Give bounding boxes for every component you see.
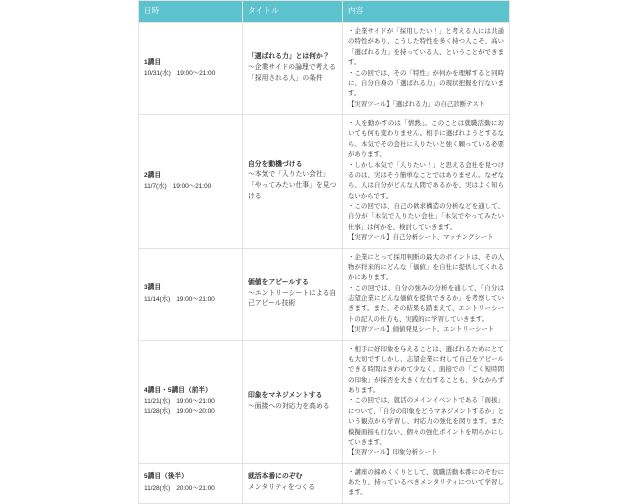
cell-content (343, 248, 510, 340)
session-title-main: 価値をアピールする (248, 278, 309, 286)
session-title-main: 印象をマネジメントする (248, 391, 323, 399)
column-header-date: 日時 (139, 1, 243, 23)
cell-title (243, 248, 343, 340)
session-datetime (144, 69, 237, 79)
session-time: 19:00〜20:00 (176, 408, 215, 416)
table-row (139, 248, 510, 340)
table-header-row (139, 1, 510, 23)
session-label: 2講目 (144, 171, 162, 179)
content-paragraph: ・講座の締めくくりとして、就職活動本番にのぞむにあたり、持っているべきメンタリティについて学習します。 (348, 468, 504, 497)
cell-date (139, 23, 243, 115)
schedule-table-container (138, 0, 509, 504)
content-paragraph: ・この回では、その「特性」が何かを理解すると同時に、自分自身の「選ばれる力」の現状把握を行ないます。 (348, 69, 504, 98)
session-title-sub: メンタリティをつくる (248, 484, 316, 492)
content-paragraph: ・相手に好印象を与えることは、選ばれるためにとても大切ですしかし、志望企業に対して自己をアピールできる時間はきわめて少なく、面接での「ごく短時間の印象」が採否を大きく左右することも、少なからずあります。 (348, 345, 504, 394)
content-tool-note: 【実習ツール】印象分析シート (348, 449, 438, 457)
session-label: 3講目 (144, 284, 162, 292)
session-date: 10/31(水) (144, 70, 171, 77)
session-datetime (144, 484, 237, 494)
session-title-sub: 〜エントリーシートによる自己アピール技術 (248, 289, 337, 308)
content-tool-note: 【実習ツール】価値発見シート、エントリーシート (348, 326, 495, 334)
cell-date (139, 463, 243, 503)
cell-title (243, 340, 343, 463)
session-date: 11/21(水) (144, 397, 171, 405)
content-paragraph: ・企業にとって採用判断の最大のポイントは、その人物が将来的にどんな「価値」を自社に提供してくれるかにあります。 (348, 253, 504, 282)
session-label: 5講目（後半） (144, 473, 188, 481)
session-label: 1講目 (144, 58, 162, 66)
session-title-sub: 〜本気で「入りたい会社」「やってみたい仕事」を見つける (248, 171, 337, 201)
cell-date (139, 340, 243, 463)
content-paragraph: ・しかし本気で「入りたい！」と思える会社を見つけるのは、実はそう簡単なことではありません。なぜなら、人は自分がどんな人間であるかを、実はよく知らないからです。 (348, 161, 504, 200)
cell-date (139, 248, 243, 340)
table-row (139, 115, 510, 249)
session-datetime (144, 182, 237, 192)
session-time: 19:00〜21:00 (176, 70, 216, 77)
session-title-sub: 〜企業サイドの論理で考える「採用される人」の条件 (248, 64, 336, 82)
session-title-sub: 〜面接への対応力を高める (248, 402, 330, 410)
session-time: 19:00〜21:00 (172, 182, 212, 190)
session-date: 11/28(水) (144, 484, 171, 492)
session-datetime (144, 397, 237, 407)
table-row (139, 23, 510, 115)
cell-date (139, 115, 243, 249)
cell-title (243, 23, 343, 115)
session-title-main: 自分を動機づける (248, 160, 303, 168)
session-date: 11/7(水) (144, 182, 167, 190)
content-tool-note: 【実習ツール】自己分析シート、マッチングシート (348, 234, 494, 242)
session-date: 11/14(水) (144, 295, 171, 303)
content-paragraph: ・人を動かすのは「情熱」。このことは就職活動においても何も変わりません。相手に選ばれようとするなら、本気でその会社に入りたいと強く願っている必要があります。 (348, 120, 504, 159)
table-header (139, 1, 510, 23)
content-paragraph: ・この回では、自己の欲求構造の分析などを通して、自分が「本気で入りたい会社」「本気でやってみたい仕事」は何かを、検討していきます。 (348, 203, 504, 231)
table-body (139, 23, 510, 504)
session-time: 19:00〜21:00 (176, 295, 215, 303)
session-title-main: 就活本番にのぞむ (248, 473, 303, 481)
table-row (139, 463, 510, 503)
table-row (139, 340, 510, 463)
session-datetime (144, 295, 237, 305)
content-paragraph: ・この回では、就活のメインイベントである「面接」について、「自分の印象をどうマネジメントするか」という観点から学習し、対応力の強化を図ります。また模擬面接も行ない、個々の強化ポイントを明らかにしていきます。 (348, 397, 504, 446)
session-time: 19:00〜21:00 (176, 397, 215, 405)
course-schedule-table (138, 0, 510, 504)
cell-content (343, 23, 510, 115)
cell-content (343, 340, 510, 463)
content-tool-note: 【実習ツール】「選ばれる力」の自己診断テスト (348, 100, 486, 108)
cell-content (343, 463, 510, 503)
cell-content (343, 115, 510, 249)
session-datetime (144, 407, 237, 417)
cell-title (243, 115, 343, 249)
content-paragraph: ・企業サイドが「採用したい！」と考える人には共通の特性があり、こうした特性を多く持つ人こそ、高い「選ばれる力」を持っている人、ということができます。 (348, 28, 504, 67)
column-header-content: 内容 (343, 1, 510, 23)
session-title-main: 「選ばれる力」とは何か？ (248, 53, 330, 61)
session-date: 11/28(水) (144, 408, 171, 416)
session-label: 4講目・5講目（前半） (144, 386, 212, 394)
cell-title (243, 463, 343, 503)
column-header-title: タイトル (243, 1, 343, 23)
session-time: 20:00〜21:00 (176, 484, 215, 492)
content-paragraph: ・この回では、自分の強みの分析を通して、「自分は志望企業にどんな価値を提供できるか」を考察していきます。また、その結果も踏まえて、エントリーシートの記入の仕方も、実践的に学習していきます。 (348, 284, 504, 323)
